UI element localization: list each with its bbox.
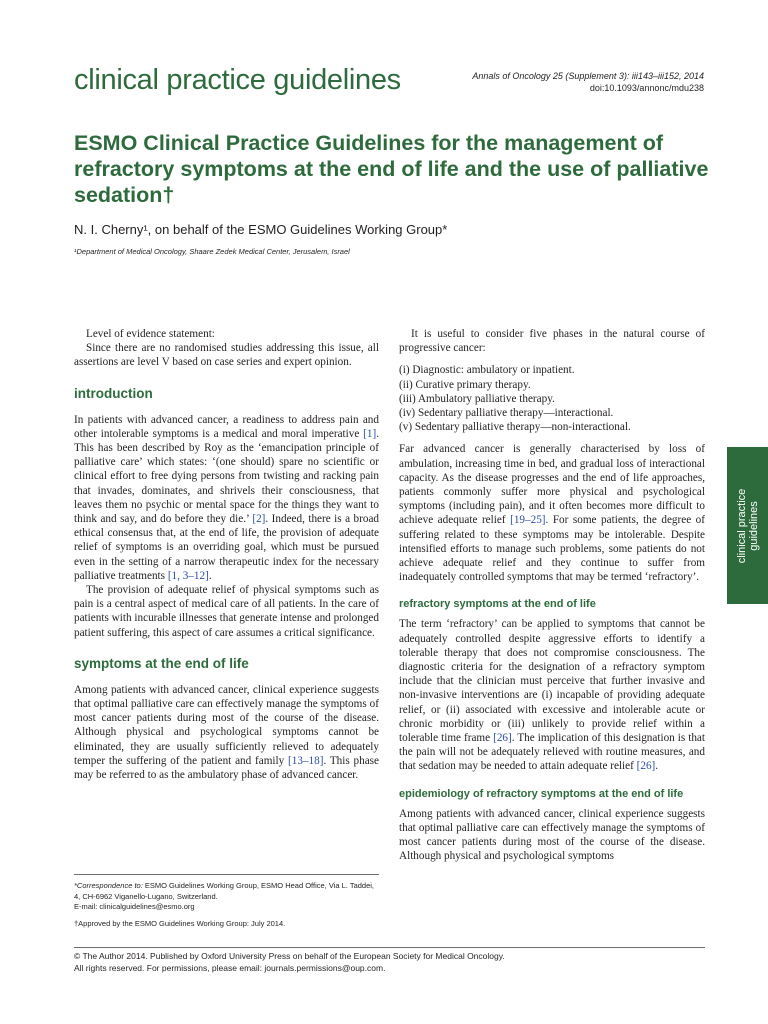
author-line: N. I. Cherny¹, on behalf of the ESMO Guidelines Working Group*: [74, 222, 448, 237]
doi[interactable]: doi:10.1093/annonc/mdu238: [589, 83, 704, 93]
citation-link[interactable]: [26]: [636, 760, 656, 773]
intro-paragraph-2: The provision of adequate relief of physical symptoms such as pain is a central aspect of medical care of all patients. In the care of patients with incurable illnesses that generate intense and prolonged patient suffering, this aspect of care assumes a critical significance.: [74, 584, 379, 639]
phase-item: (iii) Ambulatory palliative therapy.: [399, 392, 555, 405]
section-heading-introduction: introduction: [74, 385, 153, 401]
left-column: [74, 327, 379, 782]
phases-intro: It is useful to consider five phases in the natural course of progressive cancer:: [399, 328, 705, 355]
far-advanced-paragraph: Far advanced cancer is generally characterised by loss of ambulation, increasing time in bed, and gradual loss of interactional capacity. As the disease progresses and the end of life approaches, patients commonly suffer more physical and psychological symptoms (including pain), and it often becomes more difficult to achieve adequate relief [19–25]. For some patients, the degree of suffering related to these symptoms may be intolerable. Despite intensified efforts to manage such problems, some patients do not achieve adequate relief and they continue to suffer from inadequately controlled symptoms that may be termed ‘refractory’.: [399, 443, 706, 584]
article-title: ESMO Clinical Practice Guidelines for the management of refractory symptoms at the end of life and the use of palliative sedation†: [74, 131, 709, 207]
epidemiology-paragraph: Among patients with advanced cancer, clinical experience suggests that optimal palliative care can effectively manage the symptoms of most cancer patients during most of the course of the disease. Although physical and psychological symptoms: [399, 807, 705, 863]
phase-item: (i) Diagnostic: ambulatory or inpatient.: [399, 364, 575, 377]
citation-link[interactable]: [19–25]: [510, 514, 546, 527]
author-affiliation: ¹Department of Medical Oncology, Shaare Zedek Medical Center, Jerusalem, Israel: [74, 247, 350, 256]
citation-link[interactable]: [13–18]: [288, 754, 324, 767]
citation-link[interactable]: [26]: [493, 732, 512, 745]
approval-note: †Approved by the ESMO Guidelines Working Group: July 2014.: [74, 918, 286, 928]
journal-citation: Annals of Oncology 25 (Supplement 3): iii143–iii152, 2014: [472, 71, 704, 81]
footnotes: [74, 874, 379, 929]
footer-divider: [74, 947, 705, 948]
refractory-paragraph: The term ‘refractory’ can be applied to symptoms that cannot be adequately controlled despite aggressive efforts to identify a tolerable therapy that does not compromise consciousness. The diagnostic criteria for the designation of a refractory symptom include that the clinician must perceive that further invasive and non-invasive interventions are (i) incapable of providing adequate relief, or (ii) associated with excessive and intolerable acute or chronic morbidity or (iii) unlikely to provide relief within a tolerable time frame [26]. The implication of this designation is that the pain will not be adequately relieved with routine measures, and that sedation may be needed to attain adequate relief [26].: [399, 618, 705, 773]
intro-paragraph-1: In patients with advanced cancer, a readiness to address pain and other intolerable symptoms is a medical and moral imperative [1]. This has been described by Roy as the ‘emancipation principle of palliative care’ which states: ‘(one should) spare no scientific or clinical effort to free dying persons from twisting and racking pain that invades, dominates, and shrivels their consciousness, that leaves them no psychic or mental space for the things they want to think and say, and do before they die.’ [2]. Indeed, there is a broad ethical consensus that, at the end of life, the provision of adequate relief of symptoms is an overriding goal, which must be pursued even in the setting of a narrow therapeutic index for the necessary palliative treatments [1, 3–12].: [74, 413, 379, 582]
footnote-divider: [74, 874, 379, 875]
citation-link[interactable]: [1]: [363, 427, 377, 440]
right-column: [399, 327, 705, 864]
phase-list: [399, 363, 705, 434]
journal-reference: [472, 70, 704, 94]
citation-link[interactable]: [2]: [252, 513, 266, 526]
symptoms-paragraph: Among patients with advanced cancer, clinical experience suggests that optimal palliative care can effectively manage the symptoms of most cancer patients during most of the course of the disease. Although physical and psychological symptoms cannot be eliminated, they are usually sufficiently relieved to adequately temper the suffering of the patient and family [13–18]. This phase may be referred to as the ambulatory phase of advanced cancer.: [74, 683, 379, 782]
evidence-label: Level of evidence statement:: [86, 328, 215, 340]
correspondence-note: *Correspondence to: ESMO Guidelines Working Group, ESMO Head Office, Via L. Taddei, 4, CH-6962 Viganello-Lugano, Switzerland.: [74, 881, 375, 901]
correspondence-email[interactable]: E-mail: clinicalguidelines@esmo.org: [74, 902, 195, 911]
section-heading-refractory: refractory symptoms at the end of life: [399, 598, 596, 611]
side-tab-label: clinical practice guidelines: [735, 488, 760, 563]
phase-item: (ii) Curative primary therapy.: [399, 378, 531, 391]
evidence-statement: Since there are no randomised studies addressing this issue, all assertions are level V based on case series and expert opinion.: [74, 342, 379, 369]
permissions-line: All rights reserved. For permissions, please email: journals.permissions@oup.com.: [74, 962, 386, 973]
copyright-notice: [74, 951, 505, 974]
citation-link[interactable]: [1, 3–12]: [167, 569, 209, 582]
phase-item: (v) Sedentary palliative therapy—non-interactional.: [399, 421, 631, 434]
section-side-tab: [727, 447, 768, 604]
phase-item: (iv) Sedentary palliative therapy—interactional.: [399, 407, 614, 420]
section-heading-epidemiology: epidemiology of refractory symptoms at the end of life: [399, 787, 684, 800]
copyright-line: © The Author 2014. Published by Oxford University Press on behalf of the European Society for Medical Oncology.: [74, 951, 505, 961]
section-heading-symptoms: symptoms at the end of life: [74, 655, 249, 671]
series-label: clinical practice guidelines: [74, 64, 401, 96]
